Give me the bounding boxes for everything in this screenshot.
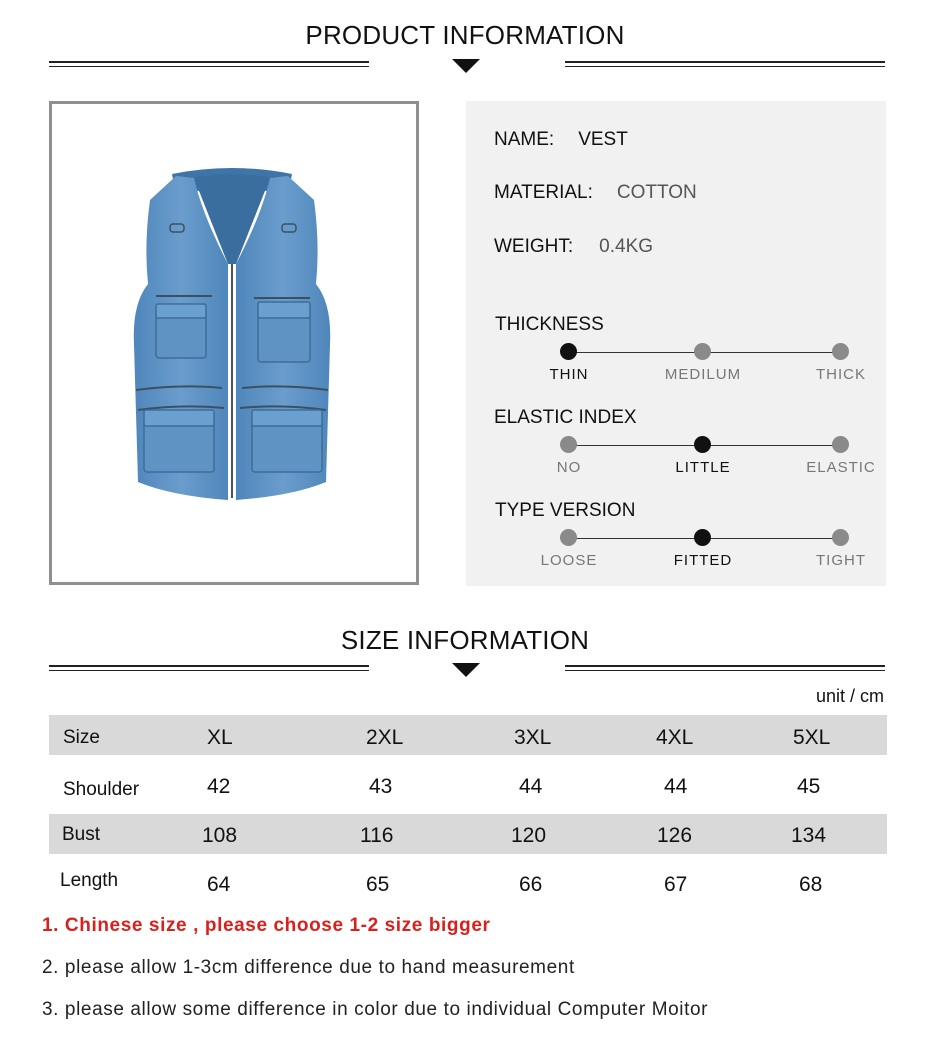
size-info-title: SIZE INFORMATION <box>340 625 590 655</box>
header-cell: 4XL <box>656 726 694 749</box>
product-info-title: PRODUCT INFORMATION <box>305 20 625 50</box>
note-size-warning: 1. Chinese size , please choose 1-2 size bigger <box>42 915 491 936</box>
table-cell: 116 <box>360 824 394 847</box>
size-rule-left <box>49 665 369 671</box>
row-label: Shoulder <box>63 779 140 800</box>
header-size-label: Size <box>63 727 100 748</box>
thickness-dot-thick <box>832 343 849 360</box>
material-label: MATERIAL: <box>494 182 593 203</box>
table-cell: 134 <box>791 824 827 847</box>
type-label-loose: LOOSE <box>540 552 598 569</box>
name-value: VEST <box>578 129 628 150</box>
table-cell: 65 <box>366 873 390 896</box>
row-label: Bust <box>62 824 101 845</box>
size-down-arrow-icon <box>452 663 480 677</box>
thickness-dot-medium <box>694 343 711 360</box>
type-label-tight: TIGHT <box>816 552 866 569</box>
table-row <box>49 863 887 903</box>
table-cell: 108 <box>202 824 238 847</box>
table-cell: 126 <box>657 824 693 847</box>
table-cell: 120 <box>511 824 547 847</box>
product-info-panel <box>466 101 886 586</box>
vest-illustration <box>52 104 416 582</box>
thickness-dot-thin <box>560 343 577 360</box>
material-value: COTTON <box>616 182 697 203</box>
table-cell: 67 <box>664 873 688 896</box>
product-weight-row <box>494 236 653 258</box>
table-cell: 43 <box>369 775 393 798</box>
elastic-dot-no <box>560 436 577 453</box>
type-dot-fitted <box>694 529 711 546</box>
note-color: 3. please allow some difference in color due to individual Computer Moitor <box>42 999 709 1020</box>
table-header-row <box>49 715 887 755</box>
title-rule-right <box>565 61 885 67</box>
table-cell: 45 <box>797 775 821 798</box>
product-name-row <box>494 129 628 151</box>
thickness-title: THICKNESS <box>495 314 604 335</box>
elastic-dot-elastic <box>832 436 849 453</box>
table-cell: 42 <box>207 775 231 798</box>
type-version-title: TYPE VERSION <box>495 500 636 521</box>
type-dot-loose <box>560 529 577 546</box>
table-cell: 68 <box>799 873 823 896</box>
elastic-label-no: NO <box>556 459 582 476</box>
unit-label: unit / cm <box>815 686 884 706</box>
elastic-dot-little <box>694 436 711 453</box>
type-dot-tight <box>832 529 849 546</box>
table-cell: 44 <box>664 775 688 798</box>
note-measurement: 2. please allow 1-3cm difference due to hand measurement <box>42 957 575 978</box>
table-cell: 64 <box>207 873 231 896</box>
row-label: Length <box>60 870 119 891</box>
table-cell: 66 <box>519 873 543 896</box>
header-cell: 5XL <box>793 726 831 749</box>
thickness-label-thick: THICK <box>816 366 866 383</box>
header-cell: 3XL <box>514 726 552 749</box>
down-arrow-icon <box>452 59 480 73</box>
table-row <box>49 765 887 805</box>
name-label: NAME: <box>494 129 555 150</box>
weight-value: 0.4KG <box>599 236 654 257</box>
type-label-fitted: FITTED <box>673 552 733 569</box>
product-photo <box>49 101 419 585</box>
table-cell: 44 <box>519 775 543 798</box>
product-material-row <box>494 182 697 204</box>
elastic-label-elastic: ELASTIC <box>806 459 876 476</box>
header-cell: XL <box>207 726 233 749</box>
size-rule-right <box>565 665 885 671</box>
elastic-title: ELASTIC INDEX <box>494 407 637 428</box>
thickness-label-medium: MEDILUM <box>664 366 742 383</box>
elastic-label-little: LITTLE <box>675 459 731 476</box>
thickness-label-thin: THIN <box>549 366 589 383</box>
weight-label: WEIGHT: <box>494 236 574 257</box>
table-row <box>49 814 887 854</box>
header-cell: 2XL <box>366 726 404 749</box>
title-rule-left <box>49 61 369 67</box>
